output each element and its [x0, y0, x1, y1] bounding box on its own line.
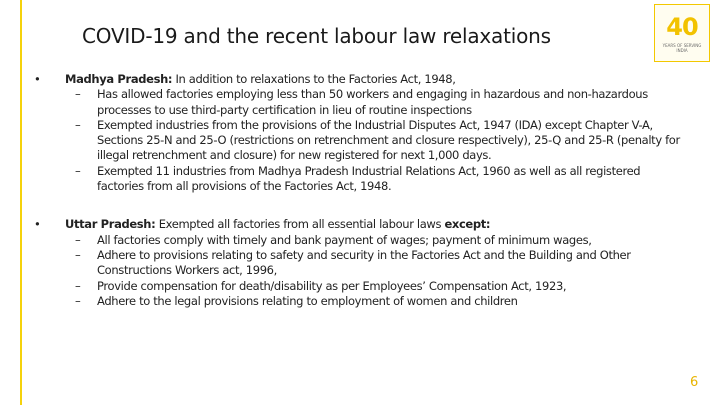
- dash-marker: –: [75, 247, 81, 262]
- bullet-marker: •: [34, 217, 41, 232]
- sub-item: [65, 233, 688, 248]
- bullet-lead: Uttar Pradesh:: [65, 217, 156, 232]
- bullet-text: Exempted all factories from all essential labour laws: [155, 217, 445, 232]
- dash-marker: –: [75, 232, 81, 247]
- sub-item: [65, 164, 688, 195]
- sub-item: [65, 294, 688, 309]
- page-number: 6: [690, 375, 699, 390]
- bullet-lead: Madhya Pradesh:: [65, 72, 173, 86]
- sub-item: [65, 279, 688, 294]
- slide-content: [28, 72, 688, 309]
- sub-item-text: All factories comply with timely and bank payment of wages; payment of minimum wages,: [97, 232, 592, 247]
- sub-list: [65, 87, 688, 194]
- dash-marker: –: [75, 278, 81, 293]
- sub-item-text: Adhere to the legal provisions relating to employment of women and children: [97, 293, 518, 308]
- sub-item: [65, 87, 688, 118]
- accent-strip: [20, 0, 22, 405]
- bullet-text: In addition to relaxations to the Factories Act, 1948,: [172, 72, 456, 86]
- sub-item-text: Provide compensation for death/disability as per Employees’ Compensation Act, 1923,: [97, 278, 567, 293]
- dash-marker: –: [75, 163, 81, 178]
- bullet-heading: [65, 72, 688, 87]
- sub-list: [65, 233, 688, 309]
- bullet-text-bold: except:: [444, 217, 491, 232]
- sub-item: [65, 118, 688, 164]
- logo-number: 40: [666, 13, 698, 41]
- bullet-marker: •: [34, 72, 41, 86]
- dash-marker: –: [75, 293, 81, 308]
- bullet-heading: [65, 217, 688, 232]
- bullet-madhya-pradesh: [28, 72, 688, 194]
- left-margin: [0, 0, 20, 405]
- slide-title: COVID-19 and the recent labour law relaxations: [82, 24, 551, 48]
- dash-marker: –: [75, 117, 81, 132]
- dash-marker: –: [75, 87, 81, 102]
- sub-item-text: Exempted 11 industries from Madhya Pradesh Industrial Relations Act, 1960 as well as all registered factories from all provisions of the Factories Act, 1948.: [97, 163, 641, 194]
- sub-item-text: Exempted industries from the provisions of the Industrial Disputes Act, 1947 (IDA) except Chapter V-A, Sections 25-N and 25-O (restrictions on retrenchment and closure respectively), 25-Q and 25-R (penalty for illegal retrenchment and closure) for new registered for next 1,000 days.: [97, 117, 680, 163]
- anniversary-logo: [654, 4, 710, 62]
- sub-item-text: Has allowed factories employing less than 50 workers and engaging in hazardous and non-hazardous processes to use third-party certification in lieu of routine inspections: [97, 87, 648, 117]
- sub-item-text: Adhere to provisions relating to safety and security in the Factories Act and the Building and Other Constructions Workers act, 1996,: [97, 247, 631, 278]
- logo-text: YEARS OF SERVING INDIA: [662, 43, 702, 53]
- bullet-uttar-pradesh: [28, 217, 688, 309]
- sub-item: [65, 248, 688, 279]
